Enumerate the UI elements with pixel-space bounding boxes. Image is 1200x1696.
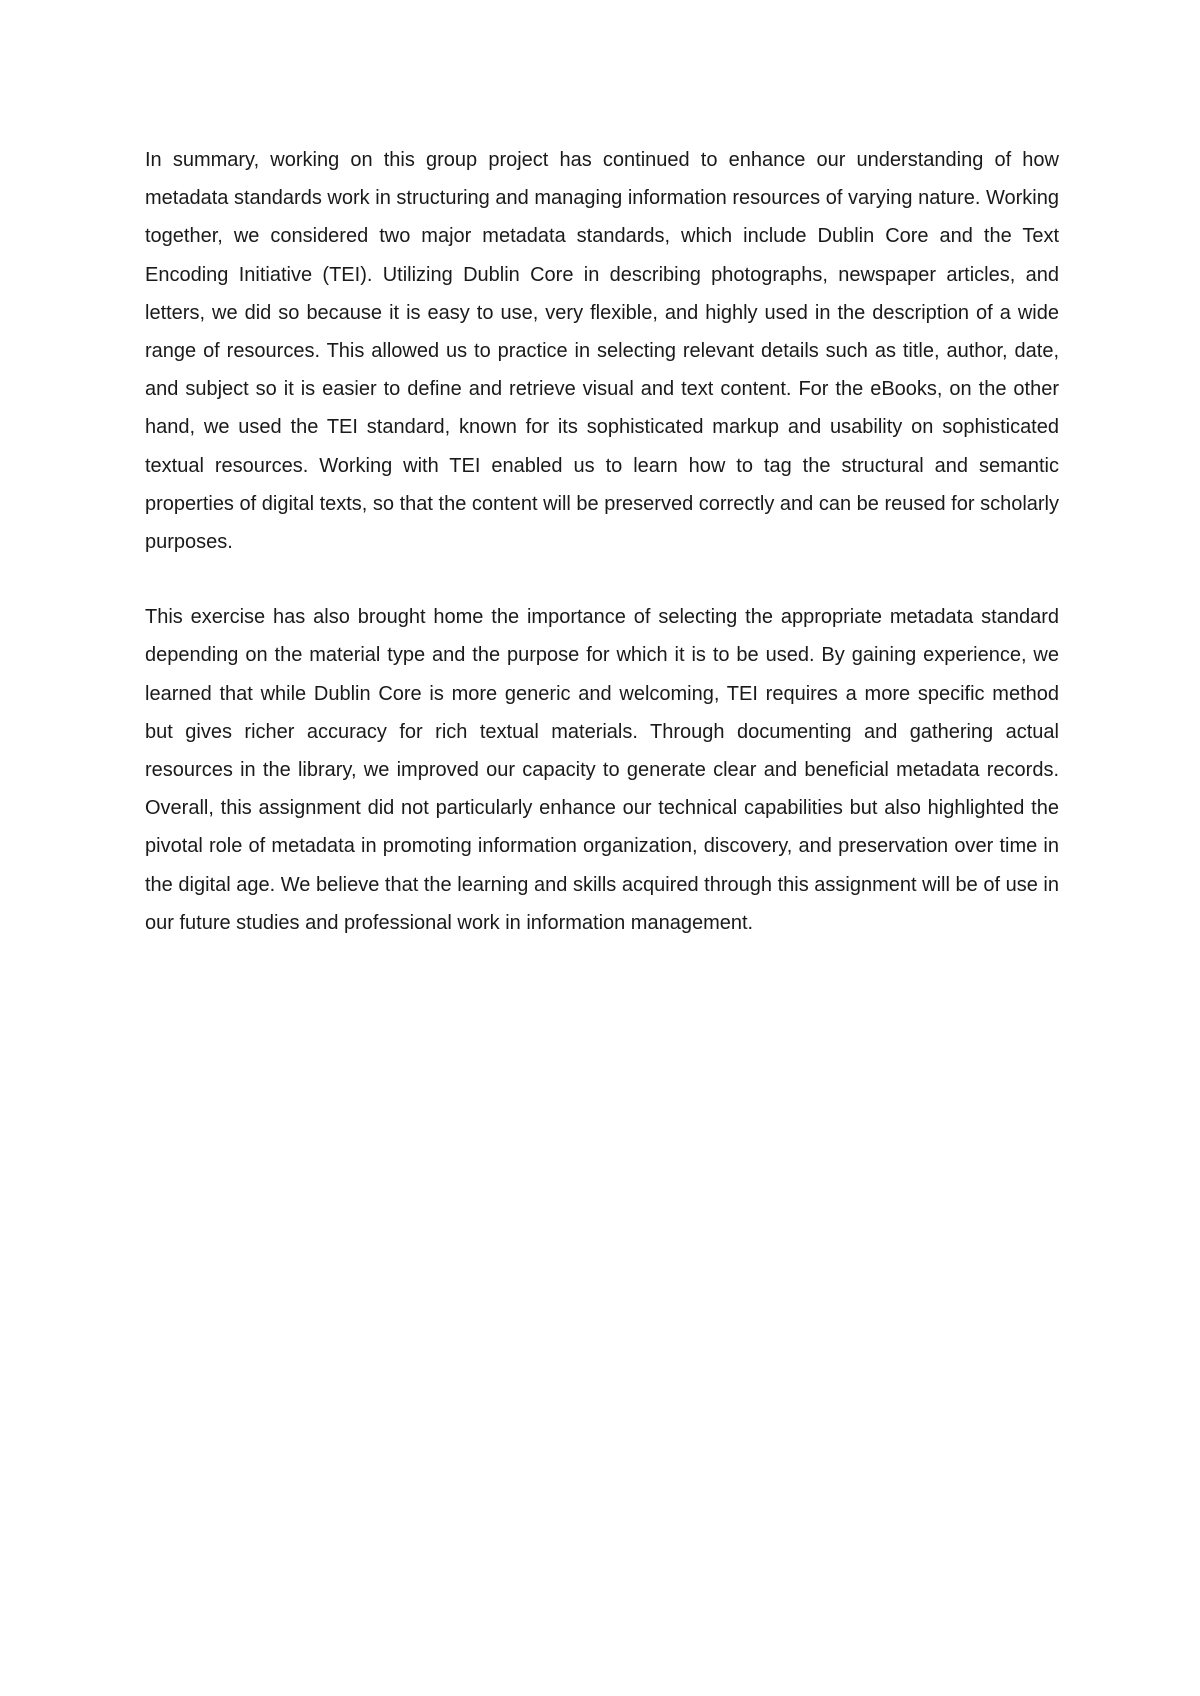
paragraph-summary: In summary, working on this group project has continued to enhance our understanding of how metadata standards work in structuring and managing information resources of varying nature. Working together, we considered two major metadata standards, which include Dublin Core and the Text Encoding Initiative (TEI). Utilizing Dublin Core in describing photographs, newspaper articles, and letters, we did so because it is easy to use, very flexible, and highly used in the description of a wide range of resources. This allowed us to practice in selecting relevant details such as title, author, date, and subject so it is easier to define and retrieve visual and text content. For the eBooks, on the other hand, we used the TEI standard, known for its sophisticated markup and usability on sophisticated textual resources. Working with TEI enabled us to learn how to tag the structural and semantic properties of digital texts, so that the content will be preserved correctly and can be reused for scholarly purposes. [145,149,1059,554]
document-body [145,141,1059,942]
paragraph-reflection: This exercise has also brought home the importance of selecting the appropriate metadata standard depending on the material type and the purpose for which it is to be used. By gaining experience, we learned that while Dublin Core is more generic and welcoming, TEI requires a more specific method but gives richer accuracy for rich textual materials. Through documenting and gathering actual resources in the library, we improved our capacity to generate clear and beneficial metadata records. Overall, this assignment did not particularly enhance our technical capabilities but also highlighted the pivotal role of metadata in promoting information organization, discovery, and preservation over time in the digital age. We believe that the learning and skills acquired through this assignment will be of use in our future studies and professional work in information management. [145,606,1059,934]
